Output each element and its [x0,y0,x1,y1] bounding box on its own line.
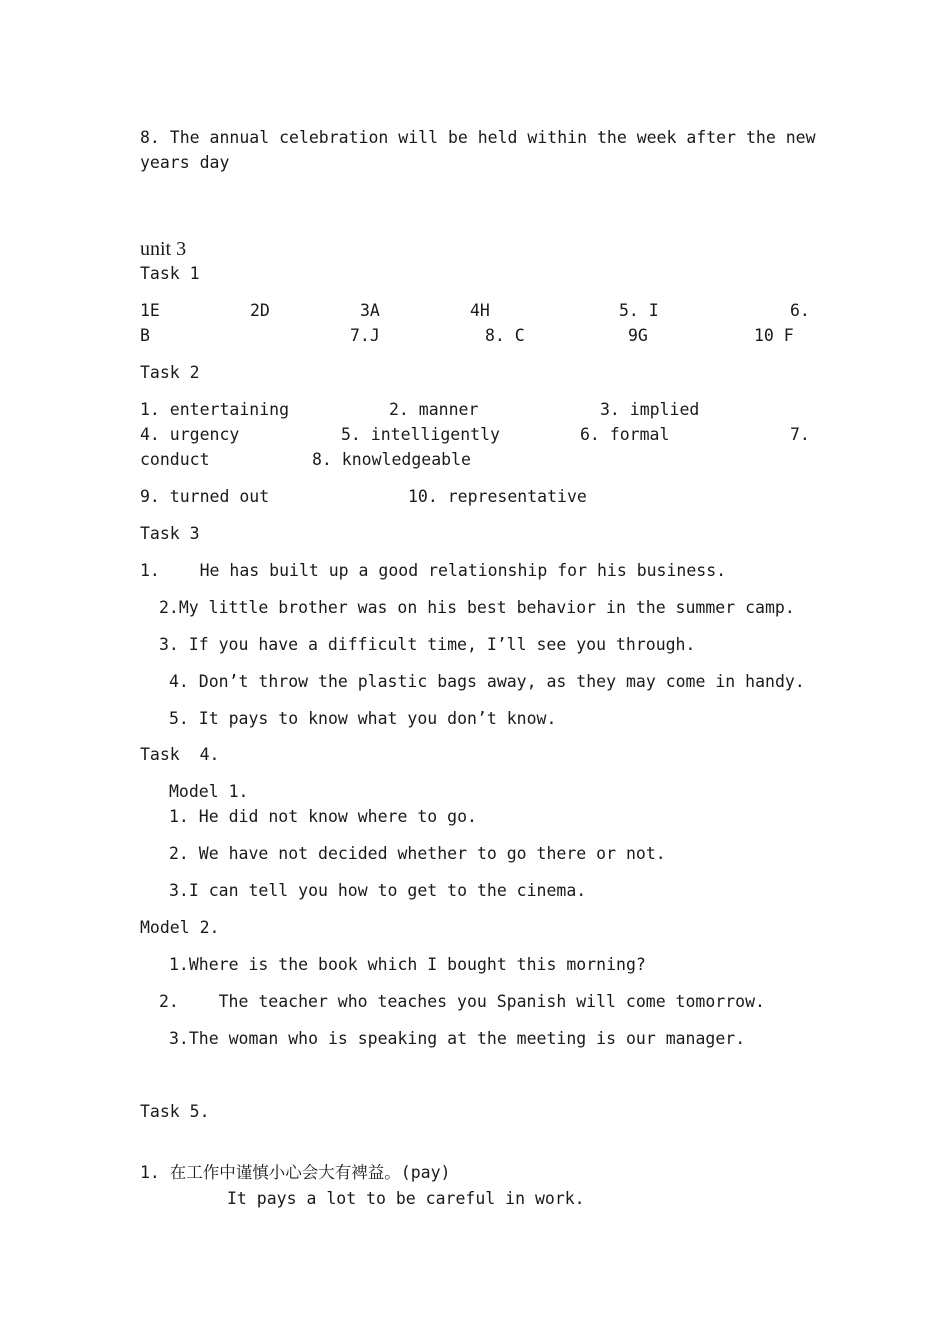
model-1-sentence: 1. He did not know where to go. [169,807,477,826]
task-2-answer: 4. urgency [140,425,240,444]
task-2-answer: 2. manner [389,400,479,419]
task-4-heading: Task 4. [140,745,220,764]
task-1-answer: 3A [360,301,380,320]
task-2-answer: 3. implied [600,400,700,419]
task-1-answer: 6. [790,301,810,320]
task-3-sentence: 1. He has built up a good relationship for his business. [140,561,727,580]
task-1-answer: B [140,326,150,345]
task-1-answer: 5. I [619,301,659,320]
task-2-answer: 8. knowledgeable [312,450,471,469]
task-2-answer: conduct [140,450,210,469]
model-2-sentence: 2. The teacher who teaches you Spanish will come tomorrow. [159,992,765,1011]
task-1-answer: 2D [250,301,270,320]
task-5-heading: Task 5. [140,1102,210,1121]
task-2-heading: Task 2 [140,363,200,382]
task-1-answer: 8. C [485,326,525,345]
task-2-answer: 5. intelligently [341,425,500,444]
task-2-answer: 10. representative [408,487,587,506]
model-2-sentence: 3.The woman who is speaking at the meeting is our manager. [169,1029,746,1048]
model-2-sentence: 1.Where is the book which I bought this morning? [169,955,646,974]
task-5-item-1-answer: It pays a lot to be careful in work. [227,1189,585,1208]
item-8-line-1: 8. The annual celebration will be held within the week after the new [140,128,816,147]
model-1-label: Model 1. [169,782,249,801]
item-8-line-2: years day [140,153,230,172]
model-1-sentence: 3.I can tell you how to get to the cinema. [169,881,587,900]
task-1-answer: 9G [628,326,648,345]
task-1-answer: 10 F [754,326,794,345]
task-3-sentence: 3. If you have a difficult time, I’ll see you through. [159,635,696,654]
task-3-sentence: 4. Don’t throw the plastic bags away, as they may come in handy. [169,672,805,691]
task-2-answer: 9. turned out [140,487,270,506]
task-2-answer: 1. entertaining [140,400,290,419]
task-1-answer: 4H [470,301,490,320]
task-3-sentence: 5. It pays to know what you don’t know. [169,709,557,728]
unit-title: unit 3 [140,238,187,260]
model-2-label: Model 2. [140,918,220,937]
task-3-heading: Task 3 [140,524,200,543]
task-2-answer: 7. [790,425,810,444]
task-2-answer: 6. formal [580,425,670,444]
model-1-sentence: 2. We have not decided whether to go there or not. [169,844,666,863]
task-1-answer: 7.J [350,326,380,345]
task-1-heading: Task 1 [140,264,200,283]
task-5-item-1-prompt: 1. 在工作中谨慎小心会大有裨益。(pay) [140,1163,451,1182]
task-3-sentence: 2.My little brother was on his best behavior in the summer camp. [159,598,795,617]
task-1-answer: 1E [140,301,160,320]
